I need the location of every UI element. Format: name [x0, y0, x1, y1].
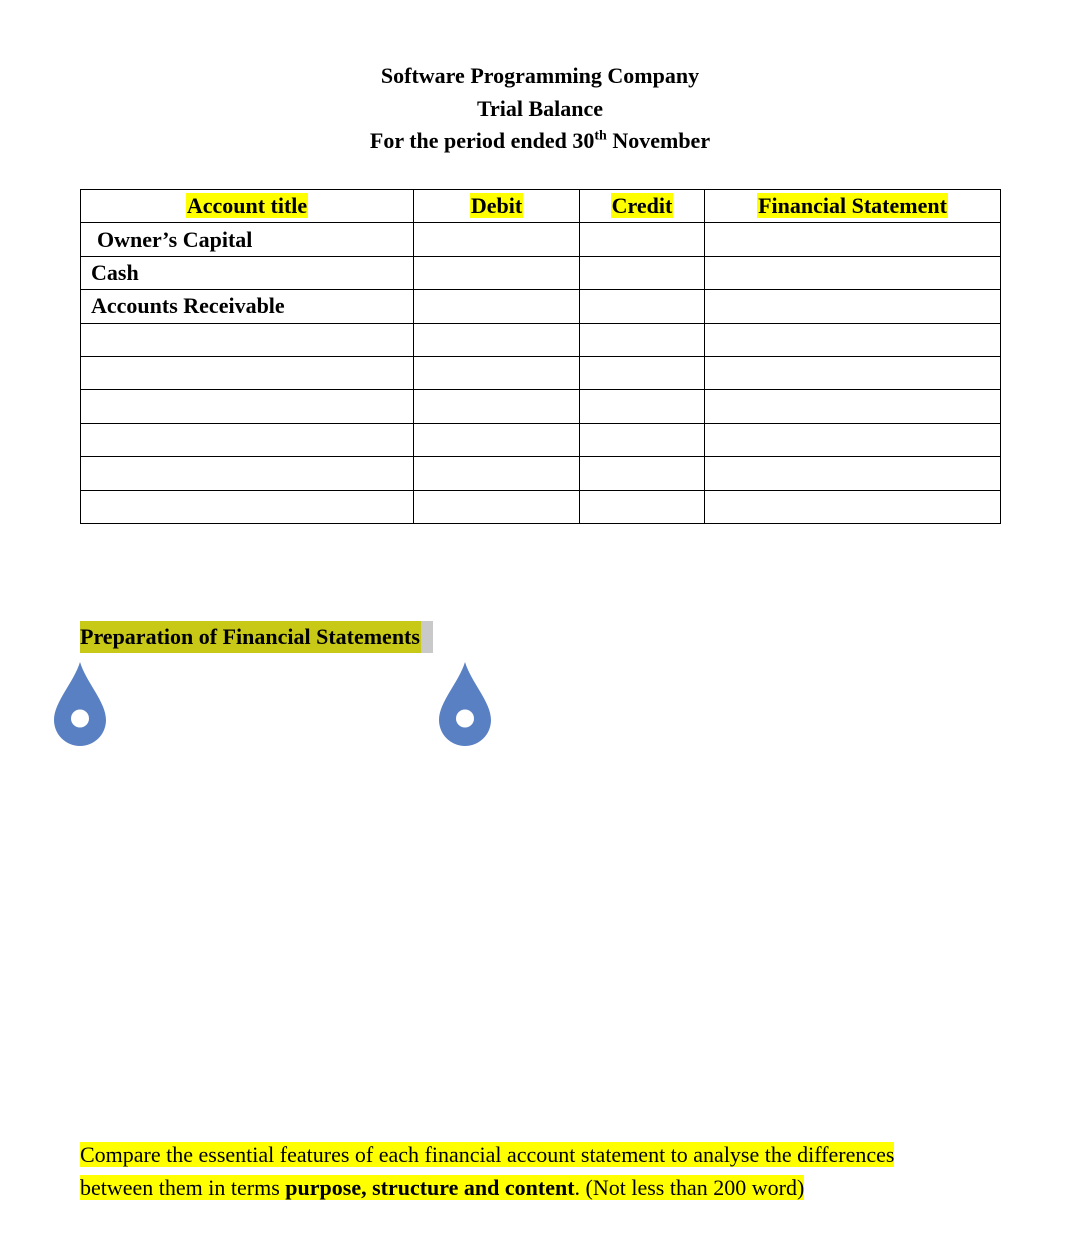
company-name: Software Programming Company [380, 63, 700, 88]
account-cell[interactable]: Cash [81, 256, 414, 289]
handle-drop-shape [54, 662, 106, 746]
table-row [81, 356, 1001, 389]
account-cell[interactable] [81, 423, 414, 456]
selection-trailing-space [421, 621, 433, 653]
prompt-line-2 [80, 1175, 804, 1200]
account-cell[interactable]: Accounts Receivable [81, 290, 414, 323]
table-row [81, 457, 1001, 490]
selected-section-heading[interactable] [80, 621, 433, 653]
prompt-line-1: Compare the essential features of each financial account statement to analyse the differences [80, 1142, 895, 1167]
table-row [81, 223, 1001, 256]
table-row [81, 290, 1001, 323]
credit-cell[interactable] [580, 423, 705, 456]
table-row [81, 323, 1001, 356]
credit-cell[interactable] [580, 490, 705, 523]
period-superscript: th [594, 128, 607, 144]
statement-cell[interactable] [705, 323, 1001, 356]
debit-cell[interactable] [414, 356, 580, 389]
document-header [0, 60, 1080, 158]
prompt-line-2-bold: purpose, structure and content [285, 1175, 575, 1200]
account-cell[interactable] [81, 490, 414, 523]
selection-handle-right-icon[interactable] [437, 660, 493, 748]
credit-cell[interactable] [580, 223, 705, 256]
table-row [81, 256, 1001, 289]
credit-cell[interactable] [580, 256, 705, 289]
column-header-debit: Debit [414, 190, 580, 223]
statement-cell[interactable] [705, 223, 1001, 256]
credit-cell[interactable] [580, 323, 705, 356]
credit-cell[interactable] [580, 356, 705, 389]
debit-cell[interactable] [414, 423, 580, 456]
debit-cell[interactable] [414, 490, 580, 523]
column-header-credit: Credit [580, 190, 705, 223]
assignment-prompt [80, 1138, 980, 1204]
section-heading-text[interactable]: Preparation of Financial Statements [80, 621, 421, 653]
table-header-row [81, 190, 1001, 223]
period-prefix: For the period ended 30 [369, 128, 595, 153]
statement-cell[interactable] [705, 256, 1001, 289]
account-cell[interactable] [81, 457, 414, 490]
table-row [81, 423, 1001, 456]
column-header-financial-statement: Financial Statement [705, 190, 1001, 223]
selection-handle-left-icon[interactable] [52, 660, 108, 748]
report-title: Trial Balance [476, 95, 604, 121]
credit-cell[interactable] [580, 290, 705, 323]
report-period [0, 125, 1080, 158]
credit-cell[interactable] [580, 390, 705, 423]
debit-cell[interactable] [414, 457, 580, 490]
statement-cell[interactable] [705, 423, 1001, 456]
account-cell[interactable] [81, 390, 414, 423]
debit-cell[interactable] [414, 390, 580, 423]
prompt-line-2-start: between them in terms [80, 1175, 286, 1200]
statement-cell[interactable] [705, 457, 1001, 490]
account-cell[interactable] [81, 323, 414, 356]
table-row [81, 390, 1001, 423]
prompt-line-2-end: . (Not less than 200 word) [574, 1175, 805, 1200]
period-suffix: November [606, 128, 711, 153]
debit-cell[interactable] [414, 323, 580, 356]
table-row [81, 490, 1001, 523]
statement-cell[interactable] [705, 390, 1001, 423]
statement-cell[interactable] [705, 356, 1001, 389]
statement-cell[interactable] [705, 290, 1001, 323]
account-cell[interactable]: Owner’s Capital [81, 223, 414, 256]
statement-cell[interactable] [705, 490, 1001, 523]
debit-cell[interactable] [414, 223, 580, 256]
trial-balance-table [80, 189, 1001, 524]
column-header-account-title: Account title [81, 190, 414, 223]
account-cell[interactable] [81, 356, 414, 389]
credit-cell[interactable] [580, 457, 705, 490]
handle-hole [71, 710, 89, 728]
debit-cell[interactable] [414, 290, 580, 323]
handle-hole [456, 710, 474, 728]
handle-drop-shape [439, 662, 491, 746]
debit-cell[interactable] [414, 256, 580, 289]
